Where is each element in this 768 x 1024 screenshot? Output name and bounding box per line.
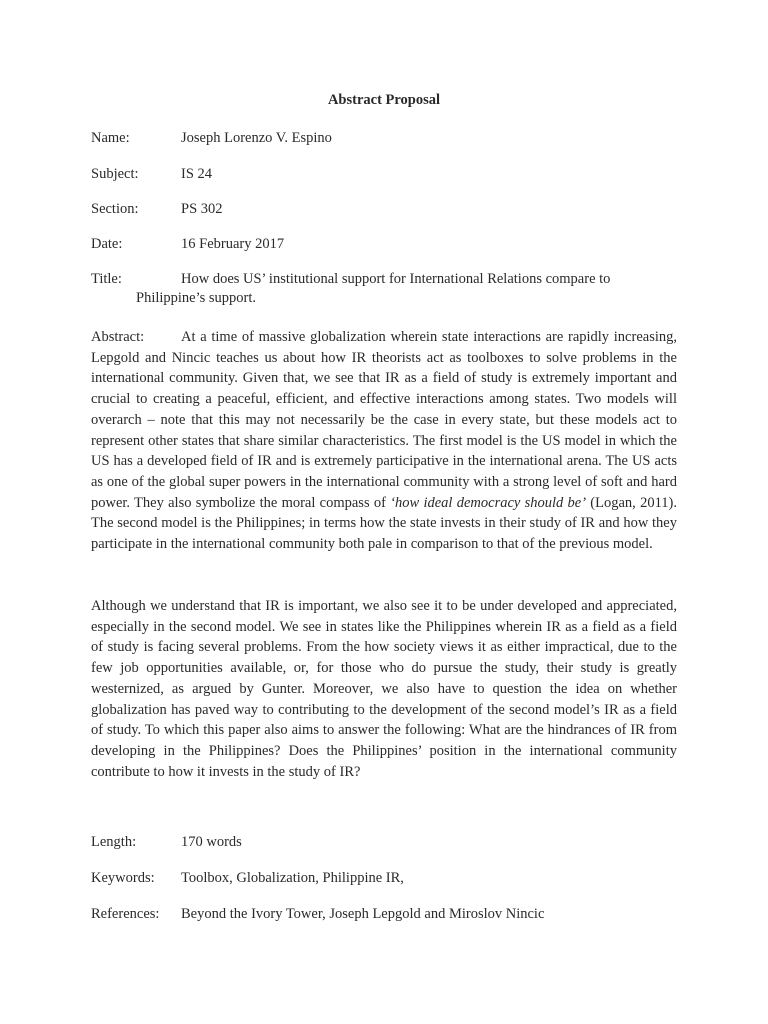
abstract-paragraph [91,327,677,555]
subject-field [91,166,212,183]
name-value: Joseph Lorenzo V. Espino [181,130,332,146]
title-field [91,270,681,308]
document-heading: Abstract Proposal [327,92,441,108]
references-field [91,906,544,923]
references-value: Beyond the Ivory Tower, Joseph Lepgold and Miroslov Nincic [181,906,545,922]
subject-label: Subject: [91,166,139,182]
length-value: 170 words [181,834,242,850]
subject-value: IS 24 [181,166,213,182]
abstract-label: Abstract: [91,329,145,345]
section-value: PS 302 [181,201,223,217]
length-field [91,834,242,851]
name-field [91,130,332,147]
keywords-value: Toolbox, Globalization, Philippine IR, [181,870,404,886]
references-label: References: [91,906,160,922]
date-label: Date: [91,236,123,252]
date-value: 16 February 2017 [181,236,285,252]
abstract-text-start: At a time of massive globalization wherein state interactions are rapidly increasing, Lepgold and Nincic teaches us about how IR theorists act as toolboxes to solve problems in the international community. Given that, we see that IR as a field of study is extremely important and crucial to creating a peaceful, efficient, and effective interactions among states. Two models will overarch – note that this may not necessarily be the case in every state, but these models act to represent other states that share similar characteristics. The first model is the US model in which the US has a developed field of IR and is extremely participative in the international arena. The US acts as one of the global super powers in the international community with a strong level of soft and hard power. They also symbolize the moral compass of [91,329,677,511]
title-label: Title: [91,271,122,287]
keywords-field [91,870,404,887]
section-field [91,201,223,218]
keywords-label: Keywords: [91,870,155,886]
length-label: Length: [91,834,137,850]
abstract-quote: ‘how ideal democracy should be’ [390,494,587,511]
body-paragraph: Although we understand that IR is important, we also see it to be under developed and appreciated, especially in the second model. We see in states like the Philippines wherein IR as a field as a field of study is facing several problems. From the how society views it as either impractical, due to the few job opportunities available, or, for those who do pursue the study, their study is greatly westernized, as argued by Gunter. Moreover, we also have to question the idea on whether globalization has paved way to contributing to the development of the second model’s IR as a field of study. To which this paper also aims to answer the following: What are the hindrances of IR from developing in the Philippines? Does the Philippines’ position in the international community contribute to how it invests in the study of IR? [91,598,677,780]
date-field [91,236,284,253]
name-label: Name: [91,130,130,146]
section-label: Section: [91,201,139,217]
title-value-line2: Philippine’s support. [136,290,257,306]
abstract-text-end: (Logan, 2011). The second model is the Philippines; in terms how the state invests in their study of IR and how they participate in the international community both pale in comparison to that of the previous model. [91,494,677,553]
title-value-line1: How does US’ institutional support for International Relations compare to [181,271,611,287]
